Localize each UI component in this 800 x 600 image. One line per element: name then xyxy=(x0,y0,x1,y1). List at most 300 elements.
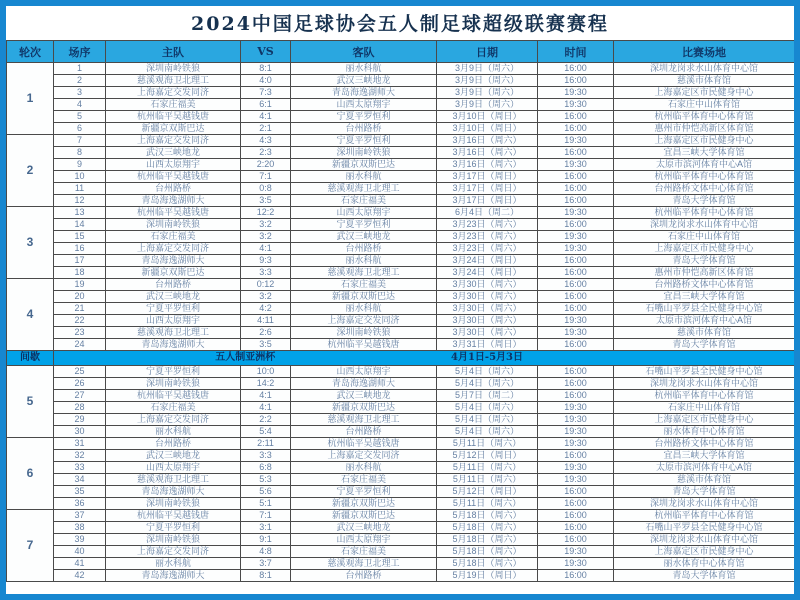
match-date: 5月4日（周六） xyxy=(437,378,538,390)
match-time: 16:00 xyxy=(538,255,614,267)
match-date: 5月12日（周日） xyxy=(437,450,538,462)
match-no: 16 xyxy=(54,243,106,255)
match-date: 3月17日（周日） xyxy=(437,171,538,183)
score: 3:2 xyxy=(241,219,291,231)
away-team: 宁夏平罗恒利 xyxy=(291,135,437,147)
match-row xyxy=(7,279,795,291)
col-header-home: 主队 xyxy=(106,41,241,63)
score: 3:5 xyxy=(241,339,291,351)
home-team: 台州路桥 xyxy=(106,279,241,291)
score: 9:3 xyxy=(241,255,291,267)
match-row xyxy=(7,303,795,315)
home-team: 石家庄福美 xyxy=(106,231,241,243)
away-team: 宁夏平罗恒利 xyxy=(291,486,437,498)
interval-row xyxy=(7,351,795,366)
match-date: 5月11日（周六） xyxy=(437,498,538,510)
match-row xyxy=(7,426,795,438)
match-time: 19:30 xyxy=(538,135,614,147)
match-no: 19 xyxy=(54,279,106,291)
match-no: 15 xyxy=(54,231,106,243)
venue: 宜昌三峡大学体育馆 xyxy=(614,450,795,462)
away-team: 台州路桥 xyxy=(291,123,437,135)
match-row xyxy=(7,99,795,111)
venue: 杭州临平体育中心体育馆 xyxy=(614,111,795,123)
match-date: 5月18日（周六） xyxy=(437,546,538,558)
home-team: 青岛海逸湖师大 xyxy=(106,195,241,207)
venue: 太原市滨河体育中心A馆 xyxy=(614,462,795,474)
match-no: 4 xyxy=(54,99,106,111)
interval-label: 间歇 xyxy=(7,351,54,366)
col-header-venue: 比赛场地 xyxy=(614,41,795,63)
venue: 青岛大学体育馆 xyxy=(614,339,795,351)
match-no: 31 xyxy=(54,438,106,450)
home-team: 宁夏平罗恒利 xyxy=(106,303,241,315)
match-no: 29 xyxy=(54,414,106,426)
match-date: 3月23日（周六） xyxy=(437,219,538,231)
home-team: 青岛海逸湖师大 xyxy=(106,570,241,582)
match-time: 16:00 xyxy=(538,219,614,231)
match-date: 3月10日（周日） xyxy=(437,111,538,123)
schedule-body xyxy=(7,63,795,582)
round-cell: 5 xyxy=(7,366,54,438)
score: 7:1 xyxy=(241,171,291,183)
away-team: 武汉三峡地龙 xyxy=(291,231,437,243)
away-team: 台州路桥 xyxy=(291,570,437,582)
match-row xyxy=(7,570,795,582)
home-team: 上海嘉定交发同济 xyxy=(106,414,241,426)
match-row xyxy=(7,402,795,414)
venue: 青岛大学体育馆 xyxy=(614,486,795,498)
home-team: 杭州临平吴越钱唐 xyxy=(106,207,241,219)
match-date: 5月19日（周日） xyxy=(437,570,538,582)
home-team: 武汉三峡地龙 xyxy=(106,147,241,159)
match-row xyxy=(7,111,795,123)
match-row xyxy=(7,123,795,135)
away-team: 武汉三峡地龙 xyxy=(291,75,437,87)
away-team: 慈溪观海卫北理工 xyxy=(291,414,437,426)
home-team: 青岛海逸湖师大 xyxy=(106,255,241,267)
match-no: 34 xyxy=(54,474,106,486)
home-team: 石家庄福美 xyxy=(106,99,241,111)
match-row xyxy=(7,390,795,402)
match-time: 16:00 xyxy=(538,123,614,135)
home-team: 杭州临平吴越钱唐 xyxy=(106,510,241,522)
match-no: 9 xyxy=(54,159,106,171)
match-no: 10 xyxy=(54,171,106,183)
away-team: 武汉三峡地龙 xyxy=(291,522,437,534)
score: 3:7 xyxy=(241,558,291,570)
match-date: 5月18日（周六） xyxy=(437,558,538,570)
venue: 宜昌三峡大学体育馆 xyxy=(614,147,795,159)
match-time: 16:00 xyxy=(538,75,614,87)
score: 14:2 xyxy=(241,378,291,390)
match-time: 19:30 xyxy=(538,438,614,450)
venue: 台州路桥文体中心体育馆 xyxy=(614,183,795,195)
match-date: 3月16日（周六） xyxy=(437,135,538,147)
match-no: 33 xyxy=(54,462,106,474)
match-date: 3月30日（周六） xyxy=(437,327,538,339)
match-row xyxy=(7,366,795,378)
venue: 上海嘉定区市民健身中心 xyxy=(614,546,795,558)
score: 5:1 xyxy=(241,498,291,510)
away-team: 丽水科航 xyxy=(291,63,437,75)
match-row xyxy=(7,243,795,255)
away-team: 山西太原翔宇 xyxy=(291,99,437,111)
match-row xyxy=(7,327,795,339)
match-date: 3月17日（周日） xyxy=(437,195,538,207)
match-time: 16:00 xyxy=(538,450,614,462)
match-time: 19:30 xyxy=(538,462,614,474)
score: 2:2 xyxy=(241,414,291,426)
match-time: 16:00 xyxy=(538,522,614,534)
venue: 石家庄中山体育馆 xyxy=(614,99,795,111)
home-team: 慈溪观海卫北理工 xyxy=(106,327,241,339)
score: 4:11 xyxy=(241,315,291,327)
score: 3:2 xyxy=(241,231,291,243)
home-team: 宁夏平罗恒利 xyxy=(106,522,241,534)
score: 4:1 xyxy=(241,390,291,402)
score: 5:6 xyxy=(241,486,291,498)
home-team: 山西太原翔宇 xyxy=(106,462,241,474)
away-team: 新疆京双斯巴达 xyxy=(291,402,437,414)
match-time: 16:00 xyxy=(538,111,614,123)
score: 3:3 xyxy=(241,450,291,462)
match-no: 3 xyxy=(54,87,106,99)
away-team: 深圳南岭铁狼 xyxy=(291,327,437,339)
match-row xyxy=(7,510,795,522)
venue: 石嘴山平罗县全民健身中心馆 xyxy=(614,303,795,315)
home-team: 慈溪观海卫北理工 xyxy=(106,75,241,87)
match-date: 5月4日（周六） xyxy=(437,426,538,438)
match-time: 16:00 xyxy=(538,63,614,75)
home-team: 青岛海逸湖师大 xyxy=(106,339,241,351)
away-team: 丽水科航 xyxy=(291,171,437,183)
venue: 深圳龙岗求水山体育中心馆 xyxy=(614,63,795,75)
match-row xyxy=(7,315,795,327)
home-team: 杭州临平吴越钱唐 xyxy=(106,171,241,183)
page-title: 2024中国足球协会五人制足球超级联赛赛程 xyxy=(191,13,609,35)
away-team: 石家庄福美 xyxy=(291,279,437,291)
match-time: 19:30 xyxy=(538,546,614,558)
away-team: 宁夏平罗恒利 xyxy=(291,219,437,231)
home-team: 新疆京双斯巴达 xyxy=(106,267,241,279)
home-team: 深圳南岭铁狼 xyxy=(106,63,241,75)
match-time: 19:30 xyxy=(538,231,614,243)
away-team: 慈溪观海卫北理工 xyxy=(291,267,437,279)
match-date: 3月17日（周日） xyxy=(437,183,538,195)
away-team: 青岛海逸湖师大 xyxy=(291,87,437,99)
match-row xyxy=(7,462,795,474)
match-row xyxy=(7,378,795,390)
match-no: 17 xyxy=(54,255,106,267)
match-no: 40 xyxy=(54,546,106,558)
score: 4:2 xyxy=(241,303,291,315)
match-time: 16:00 xyxy=(538,390,614,402)
venue: 青岛大学体育馆 xyxy=(614,195,795,207)
match-date: 5月4日（周六） xyxy=(437,414,538,426)
venue: 石嘴山平罗县全民健身中心馆 xyxy=(614,522,795,534)
match-row xyxy=(7,147,795,159)
match-date: 3月16日（周六） xyxy=(437,159,538,171)
match-row xyxy=(7,255,795,267)
match-date: 5月11日（周六） xyxy=(437,438,538,450)
match-no: 13 xyxy=(54,207,106,219)
venue: 上海嘉定区市民健身中心 xyxy=(614,414,795,426)
home-team: 深圳南岭铁狼 xyxy=(106,378,241,390)
match-row xyxy=(7,219,795,231)
match-no: 37 xyxy=(54,510,106,522)
venue: 石家庄中山体育馆 xyxy=(614,402,795,414)
match-no: 30 xyxy=(54,426,106,438)
match-no: 36 xyxy=(54,498,106,510)
match-row xyxy=(7,450,795,462)
home-team: 上海嘉定交发同济 xyxy=(106,135,241,147)
match-time: 16:00 xyxy=(538,195,614,207)
match-time: 16:00 xyxy=(538,339,614,351)
round-cell: 3 xyxy=(7,207,54,279)
match-row xyxy=(7,534,795,546)
match-row xyxy=(7,291,795,303)
score: 4:1 xyxy=(241,243,291,255)
match-date: 3月30日（周六） xyxy=(437,279,538,291)
score: 12:2 xyxy=(241,207,291,219)
home-team: 武汉三峡地龙 xyxy=(106,450,241,462)
score: 9:1 xyxy=(241,534,291,546)
home-team: 丽水科航 xyxy=(106,558,241,570)
round-cell: 6 xyxy=(7,438,54,510)
match-row xyxy=(7,438,795,450)
match-no: 1 xyxy=(54,63,106,75)
home-team: 慈溪观海卫北理工 xyxy=(106,474,241,486)
match-time: 19:30 xyxy=(538,327,614,339)
match-no: 21 xyxy=(54,303,106,315)
match-date: 5月7日（周二） xyxy=(437,390,538,402)
match-date: 3月10日（周日） xyxy=(437,123,538,135)
match-date: 3月9日（周六） xyxy=(437,63,538,75)
match-time: 19:30 xyxy=(538,474,614,486)
match-no: 28 xyxy=(54,402,106,414)
venue: 深圳龙岗求水山体育中心馆 xyxy=(614,498,795,510)
schedule-table xyxy=(6,40,795,582)
home-team: 台州路桥 xyxy=(106,183,241,195)
match-no: 12 xyxy=(54,195,106,207)
home-team: 山西太原翔宇 xyxy=(106,159,241,171)
match-time: 19:30 xyxy=(538,207,614,219)
match-no: 38 xyxy=(54,522,106,534)
col-header-round: 轮次 xyxy=(7,41,54,63)
match-no: 42 xyxy=(54,570,106,582)
score: 7:3 xyxy=(241,87,291,99)
venue: 上海嘉定区市民健身中心 xyxy=(614,243,795,255)
match-time: 19:30 xyxy=(538,414,614,426)
match-time: 19:30 xyxy=(538,87,614,99)
away-team: 慈溪观海卫北理工 xyxy=(291,183,437,195)
match-date: 5月18日（周六） xyxy=(437,510,538,522)
col-header-away: 客队 xyxy=(291,41,437,63)
home-team: 上海嘉定交发同济 xyxy=(106,546,241,558)
col-header-date: 日期 xyxy=(437,41,538,63)
score: 4:1 xyxy=(241,402,291,414)
venue: 惠州市仲恺高新区体育馆 xyxy=(614,123,795,135)
away-team: 深圳南岭铁狼 xyxy=(291,147,437,159)
match-row xyxy=(7,558,795,570)
match-row xyxy=(7,339,795,351)
away-team: 石家庄福美 xyxy=(291,474,437,486)
match-time: 16:00 xyxy=(538,534,614,546)
match-time: 16:00 xyxy=(538,291,614,303)
venue: 深圳龙岗求水山体育中心馆 xyxy=(614,534,795,546)
match-date: 3月24日（周日） xyxy=(437,267,538,279)
match-time: 16:00 xyxy=(538,267,614,279)
match-row xyxy=(7,75,795,87)
away-team: 台州路桥 xyxy=(291,243,437,255)
match-time: 19:30 xyxy=(538,315,614,327)
venue: 慈溪市体育馆 xyxy=(614,75,795,87)
venue: 深圳龙岗求水山体育中心馆 xyxy=(614,219,795,231)
away-team: 台州路桥 xyxy=(291,426,437,438)
venue: 杭州临平体育中心体育馆 xyxy=(614,171,795,183)
home-team: 上海嘉定交发同济 xyxy=(106,243,241,255)
match-row xyxy=(7,87,795,99)
col-header-vs: VS xyxy=(241,41,291,63)
match-date: 6月4日（周二） xyxy=(437,207,538,219)
match-date: 3月23日（周六） xyxy=(437,243,538,255)
venue: 慈溪市体育馆 xyxy=(614,474,795,486)
match-time: 16:00 xyxy=(538,570,614,582)
venue: 太原市滨河体育中心A馆 xyxy=(614,159,795,171)
away-team: 石家庄福美 xyxy=(291,546,437,558)
match-no: 18 xyxy=(54,267,106,279)
home-team: 深圳南岭铁狼 xyxy=(106,534,241,546)
match-no: 2 xyxy=(54,75,106,87)
score: 2:6 xyxy=(241,327,291,339)
venue: 深圳龙岗求水山体育中心馆 xyxy=(614,378,795,390)
match-date: 3月24日（周日） xyxy=(437,255,538,267)
match-row xyxy=(7,207,795,219)
match-no: 6 xyxy=(54,123,106,135)
venue: 丽水体育中心体育馆 xyxy=(614,426,795,438)
match-no: 22 xyxy=(54,315,106,327)
match-no: 32 xyxy=(54,450,106,462)
col-header-time: 时间 xyxy=(538,41,614,63)
score: 0:12 xyxy=(241,279,291,291)
match-row xyxy=(7,135,795,147)
away-team: 石家庄福美 xyxy=(291,195,437,207)
match-no: 23 xyxy=(54,327,106,339)
venue: 杭州临平体育中心体育馆 xyxy=(614,510,795,522)
away-team: 山西太原翔宇 xyxy=(291,366,437,378)
round-cell: 1 xyxy=(7,63,54,135)
match-time: 19:30 xyxy=(538,426,614,438)
home-team: 石家庄福美 xyxy=(106,402,241,414)
away-team: 杭州临平吴越钱唐 xyxy=(291,438,437,450)
match-row xyxy=(7,486,795,498)
match-no: 25 xyxy=(54,366,106,378)
away-team: 杭州临平吴越钱唐 xyxy=(291,339,437,351)
venue: 杭州临平体育中心体育馆 xyxy=(614,207,795,219)
col-header-match-no: 场序 xyxy=(54,41,106,63)
match-row xyxy=(7,171,795,183)
venue: 上海嘉定区市民健身中心 xyxy=(614,135,795,147)
home-team: 丽水科航 xyxy=(106,426,241,438)
home-team: 杭州临平吴越钱唐 xyxy=(106,111,241,123)
match-time: 19:30 xyxy=(538,99,614,111)
match-date: 5月4日（周六） xyxy=(437,402,538,414)
match-row xyxy=(7,195,795,207)
home-team: 深圳南岭铁狼 xyxy=(106,219,241,231)
home-team: 台州路桥 xyxy=(106,438,241,450)
match-row xyxy=(7,414,795,426)
venue: 太原市滨河体育中心A馆 xyxy=(614,315,795,327)
match-row xyxy=(7,546,795,558)
venue: 石嘴山平罗县全民健身中心馆 xyxy=(614,366,795,378)
home-team: 武汉三峡地龙 xyxy=(106,291,241,303)
score: 3:3 xyxy=(241,267,291,279)
match-date: 3月30日（周六） xyxy=(437,291,538,303)
away-team: 新疆京双斯巴达 xyxy=(291,498,437,510)
match-date: 5月11日（周六） xyxy=(437,474,538,486)
venue: 上海嘉定区市民健身中心 xyxy=(614,87,795,99)
score: 4:1 xyxy=(241,111,291,123)
away-team: 丽水科航 xyxy=(291,255,437,267)
match-time: 16:00 xyxy=(538,279,614,291)
match-date: 5月18日（周六） xyxy=(437,522,538,534)
match-time: 16:00 xyxy=(538,366,614,378)
match-time: 19:30 xyxy=(538,243,614,255)
match-date: 5月11日（周六） xyxy=(437,462,538,474)
match-row xyxy=(7,159,795,171)
score: 6:1 xyxy=(241,99,291,111)
match-row xyxy=(7,498,795,510)
away-team: 新疆京双斯巴达 xyxy=(291,159,437,171)
header-row xyxy=(7,41,795,63)
score: 10:0 xyxy=(241,366,291,378)
match-row xyxy=(7,474,795,486)
match-time: 16:00 xyxy=(538,378,614,390)
match-date: 3月9日（周六） xyxy=(437,75,538,87)
match-row xyxy=(7,231,795,243)
score: 4:8 xyxy=(241,546,291,558)
home-team: 青岛海逸湖师大 xyxy=(106,486,241,498)
match-date: 3月30日（周六） xyxy=(437,303,538,315)
match-no: 39 xyxy=(54,534,106,546)
match-no: 11 xyxy=(54,183,106,195)
venue: 宜昌三峡大学体育馆 xyxy=(614,291,795,303)
match-date: 5月4日（周六） xyxy=(437,366,538,378)
match-date: 3月23日（周六） xyxy=(437,231,538,243)
away-team: 新疆京双斯巴达 xyxy=(291,291,437,303)
away-team: 山西太原翔宇 xyxy=(291,534,437,546)
away-team: 武汉三峡地龙 xyxy=(291,390,437,402)
score: 2:11 xyxy=(241,438,291,450)
venue: 台州路桥文体中心体育馆 xyxy=(614,279,795,291)
match-time: 16:00 xyxy=(538,171,614,183)
home-team: 宁夏平罗恒利 xyxy=(106,366,241,378)
away-team: 山西太原翔宇 xyxy=(291,207,437,219)
score: 2:20 xyxy=(241,159,291,171)
interval-dates: 4月1日-5月3日 xyxy=(437,351,538,366)
match-no: 5 xyxy=(54,111,106,123)
match-no: 14 xyxy=(54,219,106,231)
match-time: 16:00 xyxy=(538,486,614,498)
score: 5:4 xyxy=(241,426,291,438)
match-date: 3月30日（周六） xyxy=(437,315,538,327)
away-team: 慈溪观海卫北理工 xyxy=(291,558,437,570)
home-team: 深圳南岭铁狼 xyxy=(106,498,241,510)
match-time: 19:30 xyxy=(538,159,614,171)
match-row xyxy=(7,183,795,195)
score: 0:8 xyxy=(241,183,291,195)
